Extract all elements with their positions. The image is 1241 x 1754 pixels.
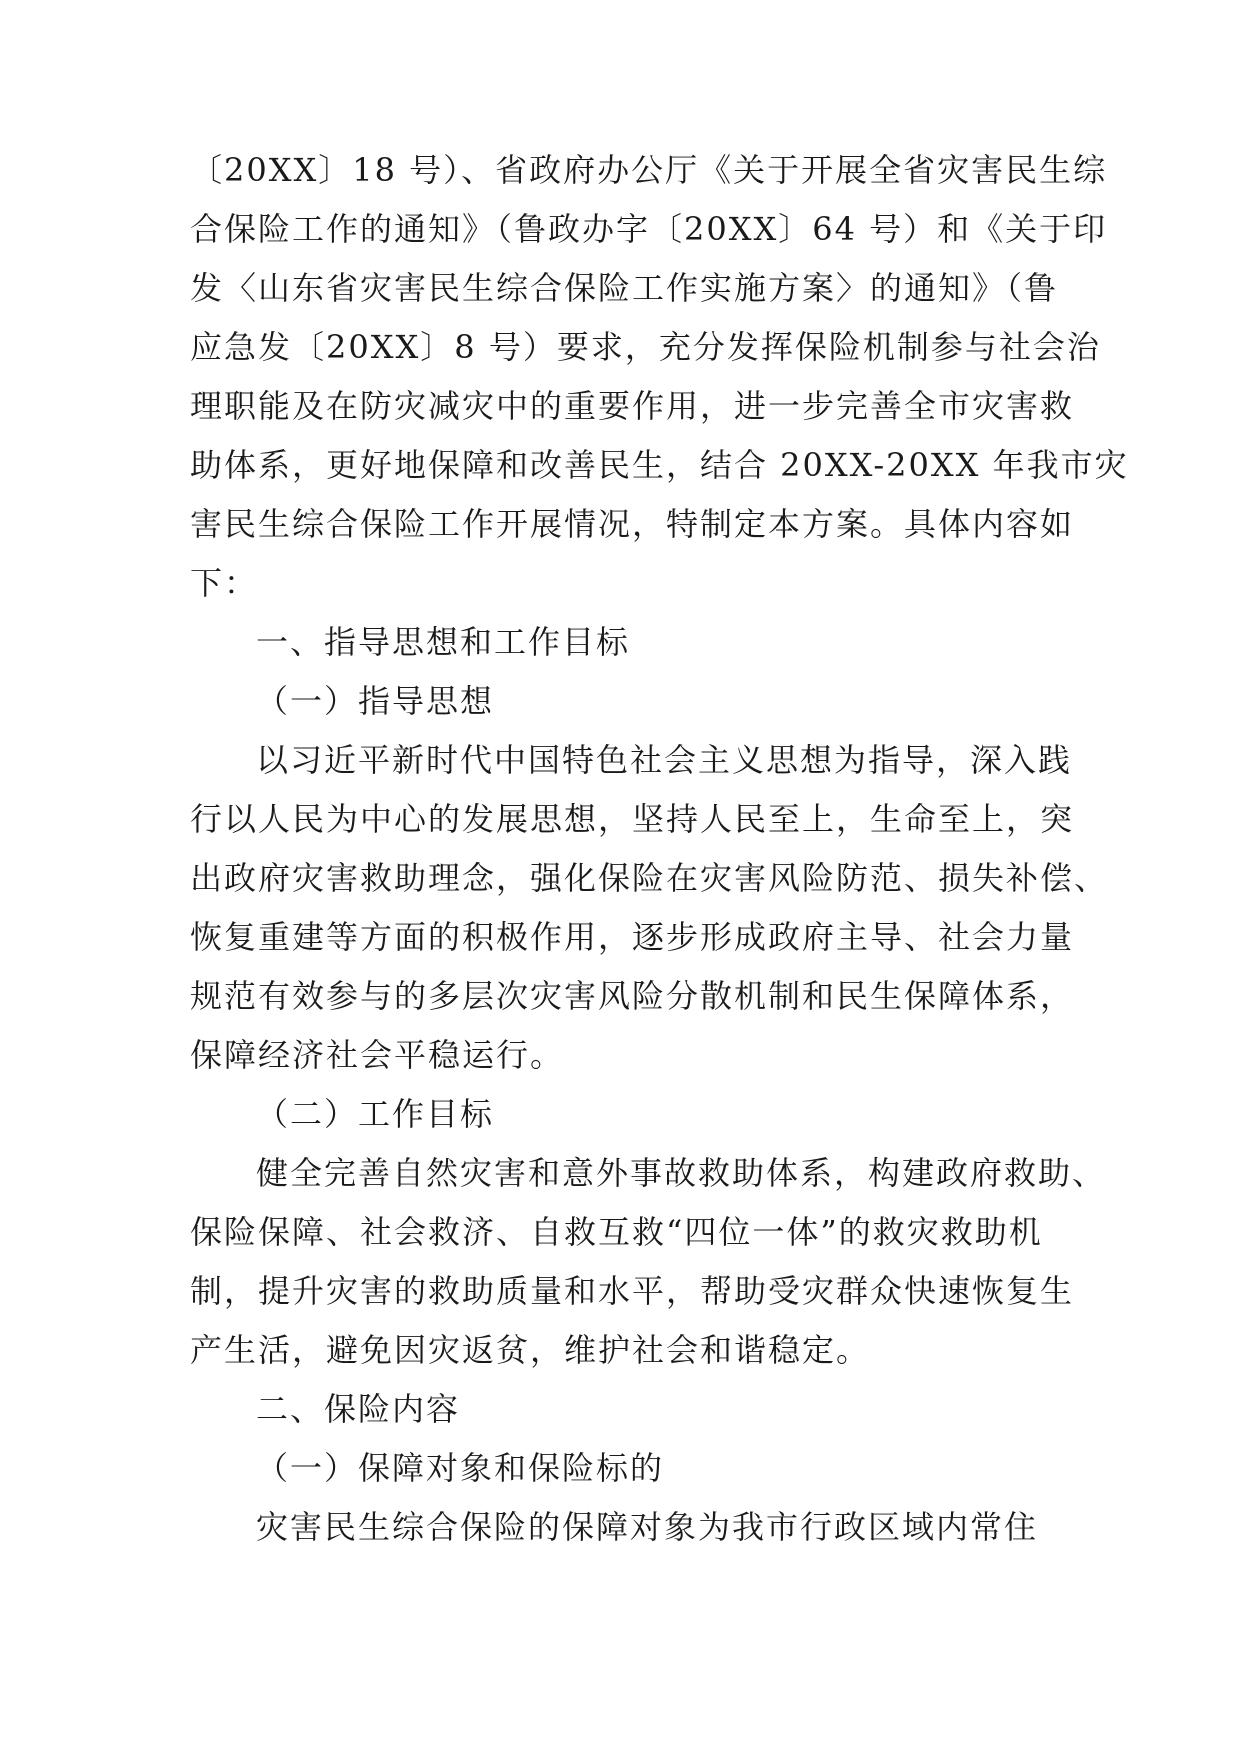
text-line: 〔20XX〕18 号）、省政府办公厅《关于开展全省灾害民生综 <box>190 151 1108 189</box>
text-line: 规范有效参与的多层次灾害风险分散机制和民生保障体系， <box>190 977 1075 1015</box>
text-line: 健全完善自然灾害和意外事故救助体系，构建政府救助、 <box>256 1154 1107 1192</box>
text-line: 理职能及在防灾减灾中的重要作用，进一步完善全市灾害救 <box>190 387 1075 425</box>
text-line: 下： <box>190 564 259 602</box>
text-line: 以习近平新时代中国特色社会主义思想为指导，深入践 <box>256 741 1073 779</box>
text-line: 保险保障、社会救济、自救互救“四位一体”的救灾救助机 <box>190 1213 1043 1251</box>
subsection-heading: （二）工作目标 <box>256 1095 495 1133</box>
text-line: 害民生综合保险工作开展情况，特制定本方案。具体内容如 <box>190 505 1075 543</box>
section-heading: 二、保险内容 <box>256 1390 461 1428</box>
text-line: 保障经济社会平稳运行。 <box>190 1036 565 1074</box>
text-line: 助体系，更好地保障和改善民生，结合 20XX-20XX 年我市灾 <box>190 446 1129 484</box>
text-line: 应急发〔20XX〕8 号）要求，充分发挥保险机制参与社会治 <box>190 328 1101 366</box>
text-line: 行以人民为中心的发展思想，坚持人民至上，生命至上，突 <box>190 800 1075 838</box>
text-line: 产生活，避免因灾返贫，维护社会和谐稳定。 <box>190 1331 871 1369</box>
text-line: 出政府灾害救助理念，强化保险在灾害风险防范、损失补偿、 <box>190 859 1109 897</box>
text-line: 合保险工作的通知》（鲁政办字〔20XX〕64 号）和《关于印 <box>190 210 1108 248</box>
text-line: 制，提升灾害的救助质量和水平，帮助受灾群众快速恢复生 <box>190 1272 1075 1310</box>
text-line: 发〈山东省灾害民生综合保险工作实施方案〉的通知》（鲁 <box>190 269 1059 307</box>
subsection-heading: （一）指导思想 <box>256 682 495 720</box>
subsection-heading: （一）保障对象和保险标的 <box>256 1449 665 1487</box>
text-line: 恢复重建等方面的积极作用，逐步形成政府主导、社会力量 <box>190 918 1075 956</box>
section-heading: 一、指导思想和工作目标 <box>256 623 631 661</box>
text-line: 灾害民生综合保险的保障对象为我市行政区域内常住 <box>256 1508 1039 1546</box>
